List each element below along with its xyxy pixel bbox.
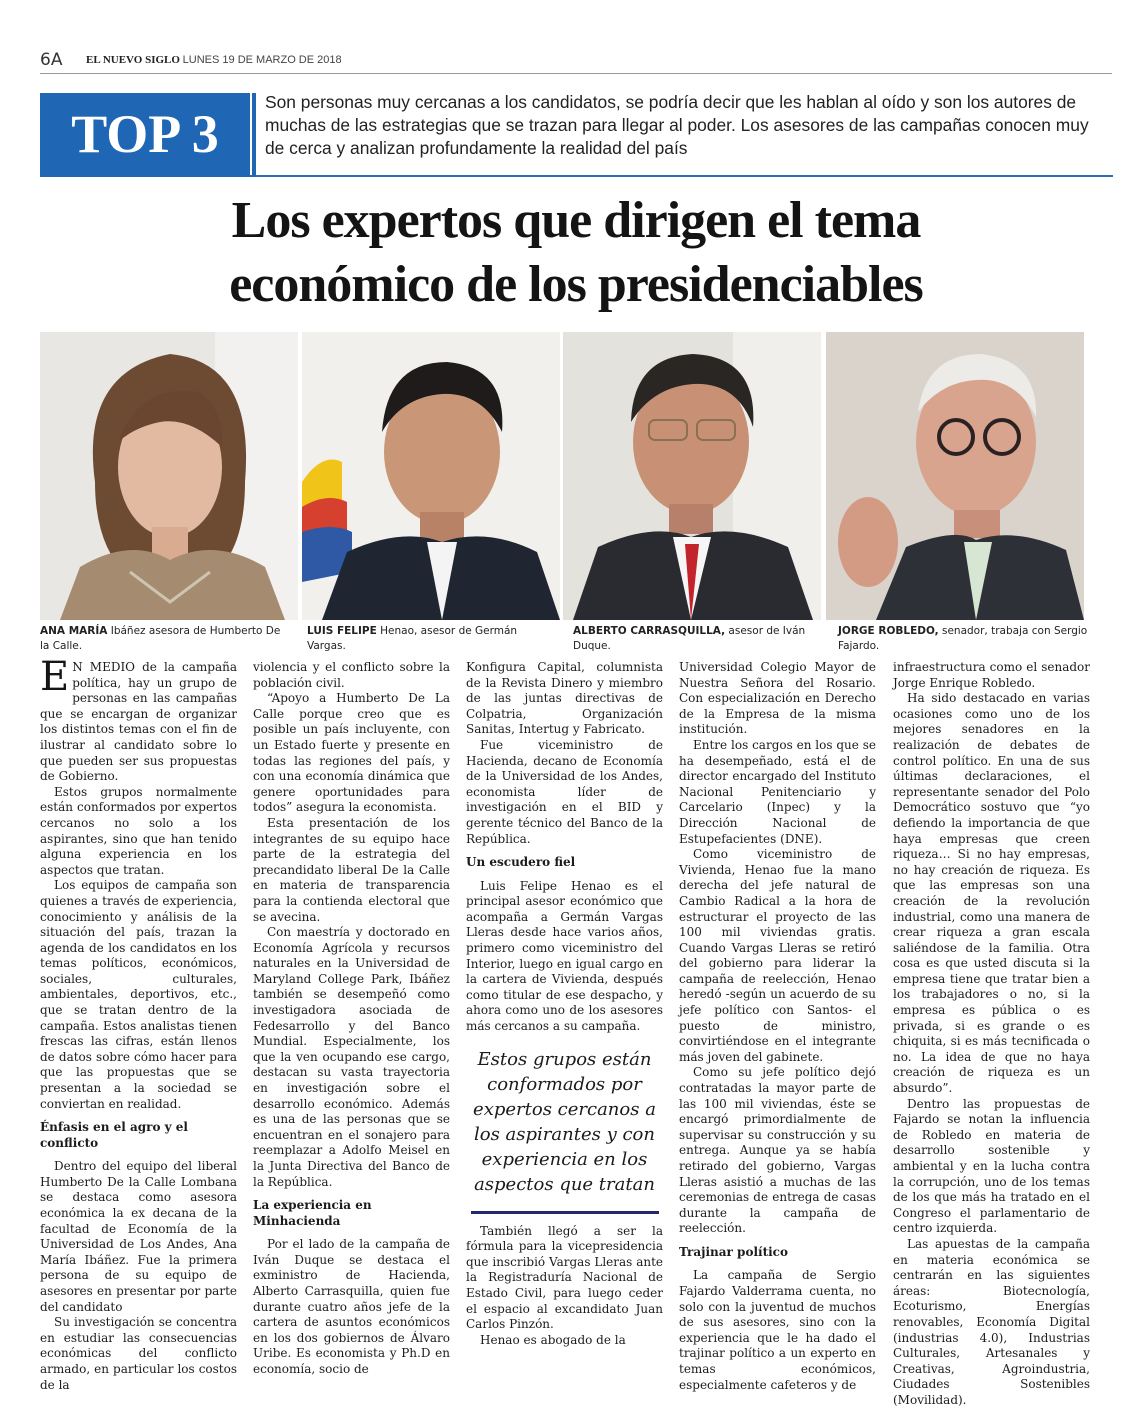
paragraph: violencia y el conflicto sobre la población civil. [253,660,450,690]
photo-ana-maria-ibanez [40,332,298,620]
pull-quote [466,1047,663,1214]
subheading: La experiencia en Minhacienda [253,1198,372,1228]
headline-line-1: Los expertos que dirigen el tema [231,192,921,249]
caption-name: LUIS FELIPE [307,625,377,637]
pull-quote-rule [471,1211,659,1214]
paragraph: Fue viceministro de Hacienda, decano de Economía de la Universidad de los Andes, economista líder de investigación en el BID y gerente técnico del Banco de la República. [466,737,663,846]
drop-cap: E [40,654,70,700]
photo-caption [40,624,290,654]
section-divider [252,93,256,177]
paragraph: También llegó a ser la fórmula para la vicepresidencia que inscribió Vargas Lleras ante la Registraduría Nacional de Estado Civil, para luego ceder el espacio al excandidato Juan Carlos Pinzón. [466,1223,663,1332]
article-column-5 [893,660,1090,1406]
caption-name: ALBERTO CARRASQUILLA, [573,625,726,637]
paragraph: Por el lado de la campaña de Iván Duque se destaca el exministro de Hacienda, Alberto Carrasquilla, quien fue durante cuatro años jefe de la cartera de asuntos económicos en los dos gobiernos de Álvaro Uribe. Es economista y Ph.D en economía, socio de [253,1237,450,1376]
paragraph: Luis Felipe Henao es el principal asesor económico que acompaña a Germán Vargas Lleras desde hace varios años, primero como viceministro del Interior, luego en igual cargo en la cartera de Vivienda, después como titular de ese despacho, y ahora como uno de los asesores más cercanos a su campaña. [466,878,663,1033]
photo-caption [573,624,823,654]
paragraph: Su investigación se concentra en estudiar las consecuencias económicas del conflicto armado, en particular los costos de la [40,1315,237,1392]
section-intro: Son personas muy cercanas a los candidatos, se podría decir que les hablan al oído y son los autores de muchas de las estrategias que se trazan para llegar al poder. Los asesores de las campañas conocen muy de cerca y analizan profundamente la realidad del país [265,92,1089,158]
subheading: Trajinar político [679,1244,788,1259]
paragraph: Dentro las propuestas de Fajardo se notan la influencia de Robledo en materia de desarrollo sostenible y ambiental y en la lucha contra la corrupción, uno de los temas de los que más ha tratado en el Congreso el parlamentario de centro izquierda. [893,1096,1090,1236]
photo-caption [307,624,557,654]
article-column-3 [466,660,663,1348]
paragraph: Ha sido destacado en varias ocasiones como uno de los mejores senadores en la realización de debates de control político. En una de sus últimas declaraciones, el representante senador del Polo Democrático sostuvo que “yo defiendo la importancia de que haya empresas que creen riqueza… Si no hay empresas, no hay creación de riqueza. Es que las empresas son una creación de la revolución industrial, como una manera de crear riqueza a gran escala saliéndose de la familia. Otra cosa es que usted discuta si la empresa tiene que tratar bien a los trabajadores o no, si la empresa es pública o es privada, si es grande o es chiquita, si es más tecnificada o no. La idea de que no haya creación de riqueza es un absurdo”. [893,691,1090,1096]
section-label-box [40,93,250,177]
paragraph: Como su jefe político dejó contratadas la mayor parte de las 100 mil viviendas, éste se encargó primordialmente de supervisar su construcción y su entrega. Aunque ya se había retirado del gobierno, Vargas Lleras asistió a muchas de las ceremonias de entrega de casas durante la campaña de reelección. [679,1065,876,1236]
paragraph: La campaña de Sergio Fajardo Valderrama cuenta, no solo con la juventud de muchos de sus asesores, sino con la experiencia que le ha dado el trajinar político a un experto en temas económicos, especialmente cafeteros y de [679,1268,876,1392]
paragraph [40,654,237,785]
headline [40,189,1112,317]
issue-date: LUNES 19 DE MARZO DE 2018 [182,54,342,66]
page-header [40,50,1112,74]
subheading: Un escudero fiel [466,855,576,870]
paragraph: infraestructura como el senador Jorge Enrique Robledo. [893,660,1090,690]
article-column-4 [679,660,876,1393]
newspaper-name: EL NUEVO SIGLO [86,54,180,66]
paragraph: Los equipos de campaña son quienes a través de experiencia, conocimiento y análisis de la situación del país, trazan la agenda de los candidatos en los temas políticos, económicos, sociales, culturales, ambientales, deportivos, etc., que se tratan dentro de la campaña. Estos analistas tienen frescas las cifras, están llenos de datos sobre cómo hacer para que las propuestas que se presentan a la sociedad se conviertan en realidad. [40,878,237,1111]
subheading: Énfasis en el agro y el conflicto [40,1120,188,1150]
caption-text: Ibáñez asesora de Humberto De la Calle. [40,625,281,652]
article-column-2 [253,660,450,1378]
caption-text: asesor de Iván Duque. [573,625,806,652]
paragraph: Estos grupos normalmente están conformados por expertos cercanos no solo a los aspirantes, sino que han tenido alguna experiencia en los aspectos que tratan. [40,784,237,877]
page-number: 6A [40,50,63,70]
section-label: TOP 3 [71,104,219,164]
paragraph: Esta presentación de los integrantes de su equipo hace parte de la estrategia del precandidato liberal De la Calle en materia de transparencia para la contienda electoral que se avecina. [253,815,450,924]
paragraph: “Apoyo a Humberto De La Calle porque creo que es posible un país incluyente, con un Estado fuerte y presente en todas las regiones del país, y con una economía dinámica que genere oportunidades para todos” asegura la economista. [253,691,450,815]
caption-name: JORGE ROBLEDO, [838,625,939,637]
paragraph: Entre los cargos en los que se ha desempeñado, está el de director encargado del Instituto Nacional Penitenciario y Carcelario (Inpec) y la Dirección Nacional de Estupefacientes (DNE). [679,737,876,846]
paragraph: Konfigura Capital, columnista de la Revista Dinero y miembro de las juntas directivas de Colpatria, Organización Sanitas, Intertug y Fabricato. [466,660,663,737]
caption-text: Henao, asesor de Germán Vargas. [307,625,518,652]
paragraph-text: N MEDIO de la campaña política, hay un grupo de personas en las campañas que se encargan de organizar los distintos temas con el fin de ilustrar al candidato sobre lo que pueden ser sus propuestas de Gobierno. [40,660,237,784]
photo-caption [838,624,1088,654]
pull-quote-text: Estos grupos están conformados por expertos cercanos a los aspirantes y con experiencia en los aspectos que tratan [473,1048,656,1195]
paragraph: Dentro del equipo del liberal Humberto De la Calle Lombana se destaca como asesora económica la ex decana de la facultad de Economía de la Universidad de Los Andes, Ana María Ibáñez. Fue la primera persona de su equipo de asesores en presentar por parte del candidato [40,1159,237,1314]
paragraph: Universidad Colegio Mayor de Nuestra Señora del Rosario. Con especialización en Derecho de la Empresa de la misma institución. [679,660,876,737]
article-column-1 [40,654,237,1393]
paragraph: Henao es abogado de la [480,1332,626,1347]
paragraph: Como viceministro de Vivienda, Henao fue la mano derecha del jefe natural de Cambio Radical a la hora de estructurar el proyecto de las 100 mil viviendas gratis. Cuando Vargas Lleras se retiró del gobierno para liderar la campaña de reelección, Henao heredó -según un acuerdo de su jefe político con Santos- el puesto de ministro, convirtiéndose en el integrante más joven del gabinete. [679,847,876,1064]
photo-jorge-robledo [826,332,1084,620]
photo-alberto-carrasquilla [563,332,821,620]
paragraph: Las apuestas de la campaña en materia económica se centrarán en las siguientes áreas: Biotecnología, Ecoturismo, Energías renovables, Economía Digital (industrias 4.0), Industrias Culturales, Artesanales y Creativas, Agroindustria, Ciudades Sostenibles (Movilidad). [893,1236,1090,1406]
masthead [86,54,342,66]
caption-text: senador, trabaja con Sergio Fajardo. [838,625,1088,652]
caption-name: ANA MARÍA [40,625,108,637]
headline-line-2: económico de los presidenciables [229,256,923,313]
paragraph: Con maestría y doctorado en Economía Agrícola y recursos naturales en la Universidad de Maryland College Park, Ibáñez también se desempeñó como investigadora asociada de Fedesarrollo y del Banco Mundial. Especialmente, los que la ven ocupando ese cargo, destacan su vasta trayectoria en investigación sobre el desarrollo económico. Además es una de las personas que se encuentran en el sonajero para reemplazar a Adolfo Meisel en la Junta Directiva del Banco de la República. [253,925,450,1189]
section-banner [40,91,1113,177]
photo-luis-felipe-henao [302,332,560,620]
